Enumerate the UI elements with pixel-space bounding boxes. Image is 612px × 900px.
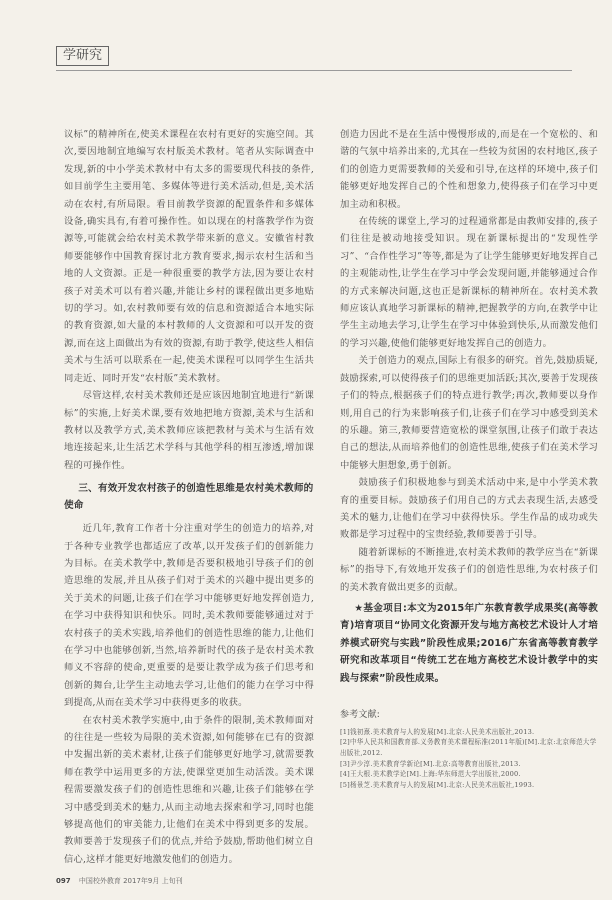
page-number: 097 xyxy=(56,877,71,885)
left-column xyxy=(64,126,314,868)
reference-item: [2]中华人民共和国教育部.义务教育美术课程标准(2011年版)[M].北京:北京师范大学出版社,2012. xyxy=(340,738,597,758)
reference-item: [5]杨景芝.美术教育与人的发展[M].北京:人民美术出版社,1993. xyxy=(340,780,535,789)
references-list xyxy=(340,727,598,791)
body-paragraph-3: 近几年,教育工作者十分注重对学生的创造力的培养,对于各种专业教学也都适应了改革,以开发孩子们的创新能力为目标。在美术教学中,教师是否要积极地引导孩子们的创造思维的发展,并且从孩子们对于美术的兴趣中提出更多的关于美术的问题,让孩子们在学习中能够更好地发挥创造力,在学习中获得知识和快乐。同时,美术教师要能够通过对于农村孩子的美术实践,培养他们的创造性思维的能力,让他们在学习中也能够创新,当然,培养新时代的孩子是农村美术教师义不容辞的使命,更重要的是要让教学成为孩子们思考和创新的舞台,让学生主动地去学习,让他们的能力在学习中得到提高,从而在美术学习中获得更多的收获。 xyxy=(64,523,314,709)
section-title: 三、有效开发农村孩子的创造性思维是农村美术教师的使命 xyxy=(64,483,314,512)
body-paragraph-4: 在农村美术教学实施中,由于条件的限制,美术教师面对的往往是一些较为局限的美术资源,如何能够在已有的资源中发掘出新的美术素材,让孩子们能够更好地学习,就需要教师在教学中运用更多的方法,使课堂更加生动活泼。美术课程需要激发孩子们的创造性思维和兴趣,让孩子们能够在学习中感受到美术的魅力,从而主动地去探索和学习,同时也能够提高他们的审美能力,让他们在美术中得到更多的发展。教师要善于发现孩子们的优点,并给予鼓励,帮助他们树立自信心,这样才能更好地激发他们的创造力。 xyxy=(64,714,314,865)
footer-text: 中国校外教育 2017年9月 上旬刊 xyxy=(78,877,183,885)
fund-note: ★基金项目:本文为2015年广东教育教学成果奖(高等教育)培育项目“协同文化资源开发与地方高校艺术设计人才培养模式研究与实践”阶段性成果;2016广东省高等教育教学研究和改革项目“传统工艺在地方高校艺术设计教学中的实践与探索”阶段性成果。 xyxy=(340,602,598,684)
body-paragraph-9: 随着新课标的不断推进,农村美术教师的教学应当在“新课标”的指导下,有效地开发孩子们的创造性思维,为农村孩子们的美术教育做出更多的贡献。 xyxy=(340,546,598,593)
references-title: 参考文献: xyxy=(340,710,381,721)
right-column xyxy=(340,126,598,790)
reference-item: [4]王大根.美术教学论[M].上海:华东师范大学出版社,2000. xyxy=(340,770,521,779)
body-paragraph-7: 关于创造力的观点,国际上有很多的研究。首先,鼓励质疑,鼓励探索,可以使得孩子们的思维更加活跃;其次,要善于发现孩子们的特点,根据孩子们的特点进行教学;再次,教师要以身作则,用自己的行为来影响孩子们,让孩子们在学习中感受到美术的乐趣。第三,教师要营造宽松的课堂氛围,让孩子们敢于表达自己的想法,从而培养他们的创造性思维,使孩子们在美术学习中能够大胆想象,勇于创新。 xyxy=(340,355,598,471)
reference-item: [3]尹少淳.美术教育学新论[M].北京:高等教育出版社,2013. xyxy=(340,759,521,768)
body-paragraph-2: 尽管这样,农村美术教师还是应该因地制宜地进行“新课标”的实施,上好美术课,要有效地把地方资源,美术与生活和教材以及教学方式,美术教师应该把教材与美术与生活有效地连接起来,让生活艺术学科与其他学科的相互渗透,增加课程的可操作性。 xyxy=(64,390,314,471)
body-paragraph-1: 议标”的精神所在,使美术课程在农村有更好的实施空间。其次,要因地制宜地编写农村版美术教材。笔者从实际调查中发现,新的中小学美术教材中有太多的需要现代科技的条件,如目前学生主要用笔、多媒体等进行美术活动,但是,美术活动在农村,有所局限。看目前教学资源的配置条件和多媒体设备,确实具有,有着可操作性。如以现在的村落教学作为资源等,可能就会给农村美术教学带来新的意义。安徽省村教师要能够作中国教育探讨北方教育要求,揭示农村生活和当地的人文资源。正是一种很重要的教学方法,因为要让农村孩子对美术可以有着兴趣,并能让乡村的课程做出更多地贴切的学习。如,农村教师要有效的信息和资源适合本地实际的教育资源,如大量的本村教师的人文资源和可以开发的资源,而在这上面做出为有效的资源,有助于教学,使这些人相信美术与生活可以联系在一起,使美术课程可以同学生生活共同走近、同时开发“农村版”美术教材。 xyxy=(64,129,314,384)
body-paragraph-8: 鼓励孩子们积极地参与到美术活动中来,是中小学美术教育的重要目标。鼓励孩子们用自己的方式去表现生活,去感受美术的魅力,让他们在学习中获得快乐。学生作品的成功或失败都是学习过程中的宝贵经验,教师要善于引导。 xyxy=(340,477,598,541)
reference-item: [1]钱初熹.美术教育与人的发展[M].北京:人民美术出版社,2013. xyxy=(340,727,535,736)
body-paragraph-5: 创造力因此不是在生活中慢慢形成的,而是在一个宽松的、和谐的气氛中培养出来的,尤其在一些较为贫困的农村地区,孩子们的创造力更需要教师的关爱和引导,在这样的环境中,孩子们能够更好地发挥自己的个性和想象力,使得孩子们在学习中更加主动和积极。 xyxy=(340,129,598,210)
header-divider xyxy=(56,70,572,71)
journal-header: 学研究 xyxy=(56,46,109,66)
page-footer xyxy=(56,876,183,886)
body-paragraph-6: 在传统的课堂上,学习的过程通常都是由教师安排的,孩子们往往是被动地接受知识。现在新课标提出的“发现性学习”、“合作性学习”等等,都是为了让学生能够更好地发挥自己的主观能动性,让学生在学习中学会发现问题,并能够通过合作的方式来解决问题,这也正是新课标的精神所在。农村美术教师应该认真地学习新课标的精神,把握教学的方向,在教学中让学生主动地去学习,让学生在学习中体验到快乐,从而激发他们的学习兴趣,使他们能够更好地发挥自己的创造力。 xyxy=(340,216,598,349)
